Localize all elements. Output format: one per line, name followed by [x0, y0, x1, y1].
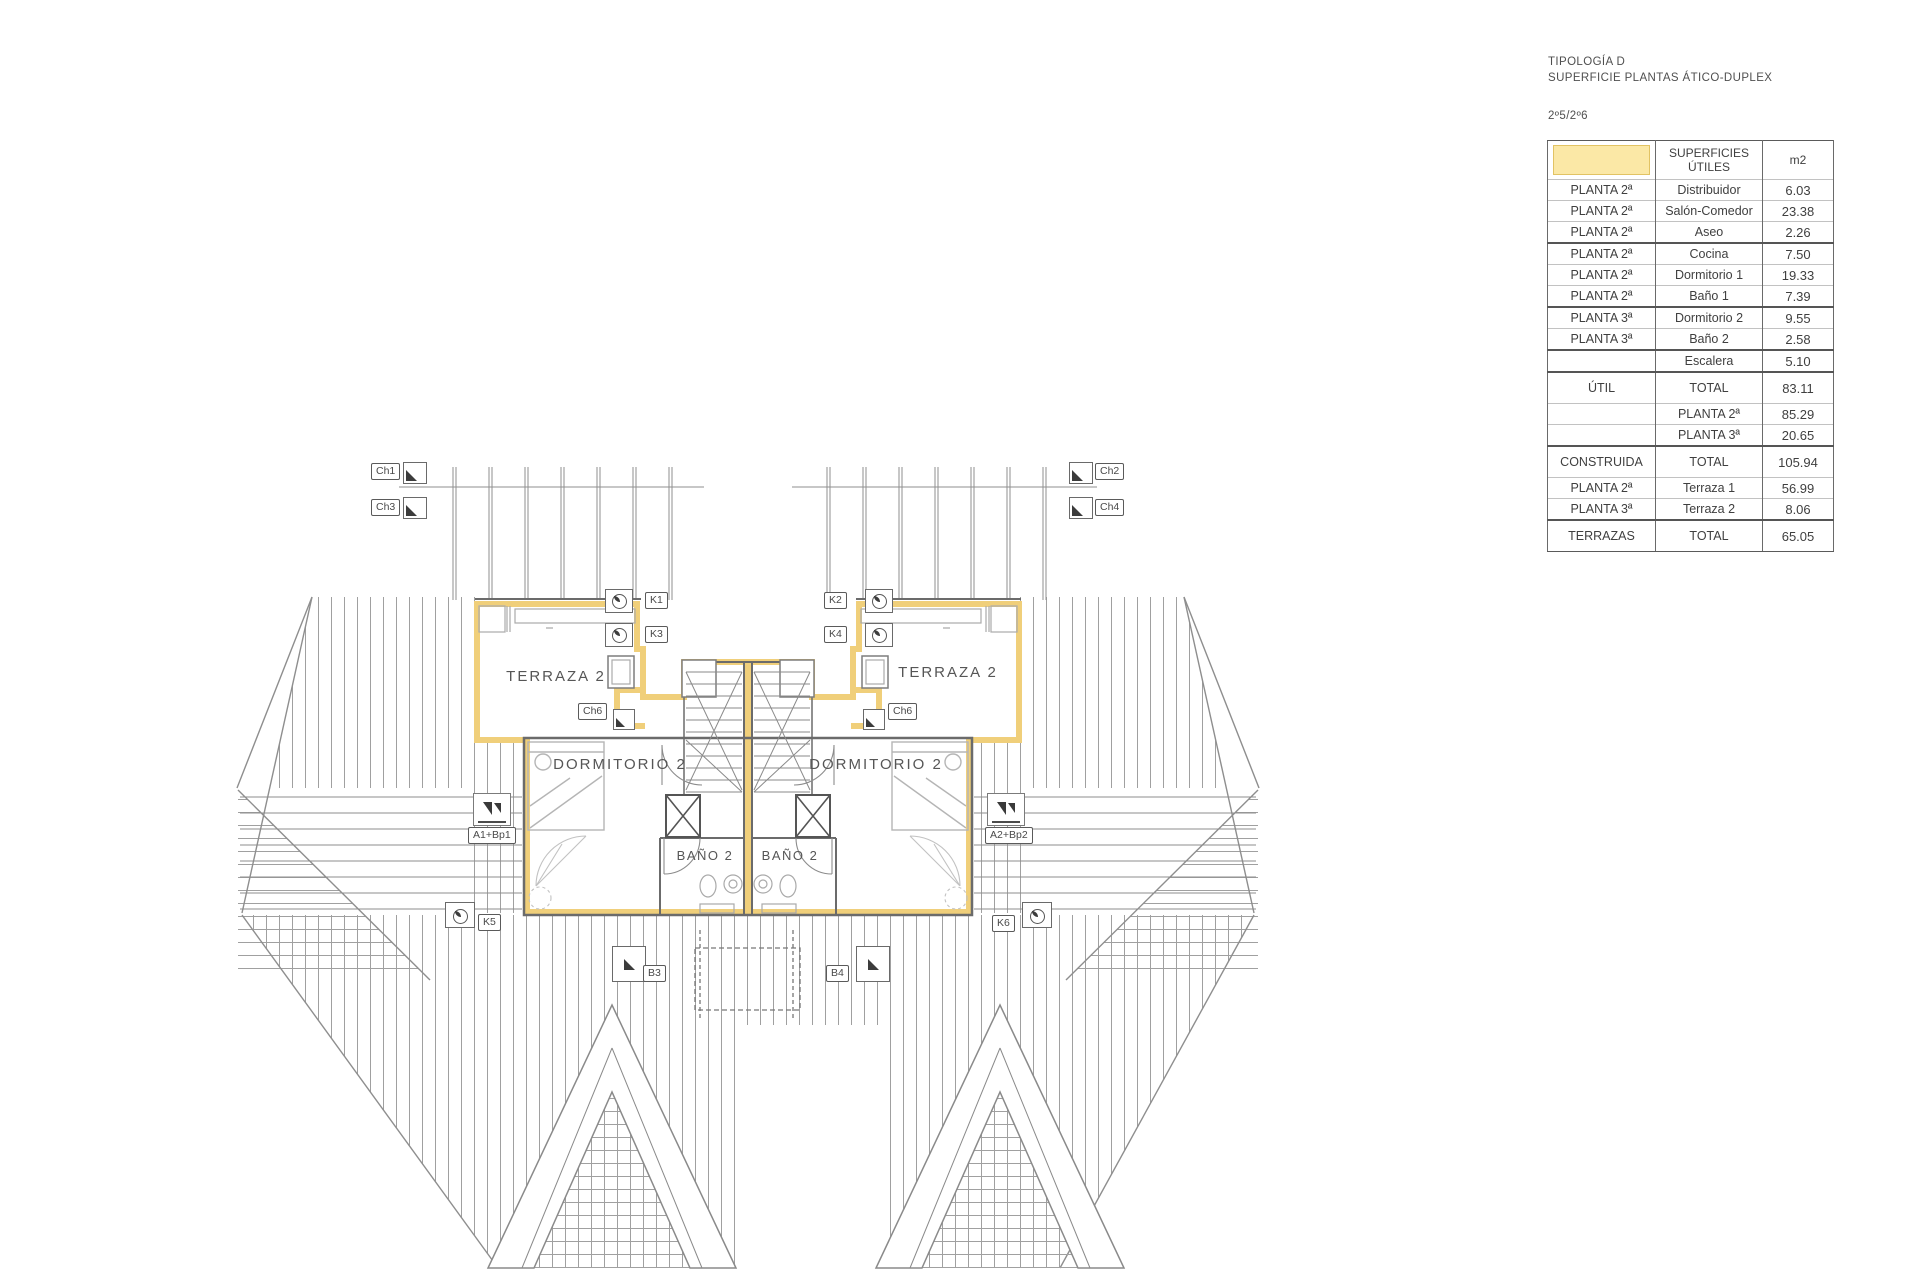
slope-arrows-icon	[987, 793, 1025, 826]
tag-ch6-left: Ch6	[578, 703, 607, 720]
table-row: PLANTA 3ª Dormitorio 2 9.55	[1548, 307, 1834, 329]
slope-arrows-icon	[473, 793, 511, 826]
vent-icon	[605, 623, 633, 647]
tag-a1-bp1: A1+Bp1	[468, 827, 516, 844]
col-header-unit: m2	[1763, 141, 1834, 180]
table-row: PLANTA 3ª 20.65	[1548, 425, 1834, 447]
skylight-icon	[612, 946, 646, 982]
room-label-bano-left: BAÑO 2	[676, 848, 734, 863]
table-row: PLANTA 2ª Dormitorio 1 19.33	[1548, 265, 1834, 286]
col-header-superficies: SUPERFICIES ÚTILES	[1656, 141, 1763, 180]
tag-ch6-right: Ch6	[888, 703, 917, 720]
vent-icon	[1022, 902, 1052, 928]
tag-k2: K2	[824, 592, 847, 609]
table-row-total-util: ÚTIL TOTAL 83.11	[1548, 372, 1834, 404]
tag-ch2: Ch2	[1095, 463, 1124, 480]
skylight-icon	[1069, 497, 1093, 519]
skylight-icon	[403, 497, 427, 519]
skylight-icon	[856, 946, 890, 982]
room-label-terraza-left: TERRAZA 2	[506, 668, 606, 685]
tag-k6: K6	[992, 915, 1015, 932]
title-block	[1548, 54, 1772, 86]
highlight-swatch	[1553, 145, 1650, 175]
vent-icon	[605, 589, 633, 613]
areas-table	[1547, 140, 1834, 552]
tag-ch1: Ch1	[371, 463, 400, 480]
vent-icon	[865, 589, 893, 613]
table-row: PLANTA 2ª Aseo 2.26	[1548, 222, 1834, 244]
tag-k1: K1	[645, 592, 668, 609]
room-label-dormitorio-right: DORMITORIO 2	[809, 756, 943, 773]
tag-k3: K3	[645, 626, 668, 643]
table-row: PLANTA 2ª Cocina 7.50	[1548, 243, 1834, 265]
skylight-icon	[403, 462, 427, 484]
tag-b4: B4	[826, 965, 849, 982]
table-row: PLANTA 2ª Distribuidor 6.03	[1548, 180, 1834, 201]
vent-icon	[865, 623, 893, 647]
table-row: PLANTA 3ª Baño 2 2.58	[1548, 329, 1834, 351]
table-row-total-terrazas: TERRAZAS TOTAL 65.05	[1548, 520, 1834, 552]
table-row: PLANTA 3ª Terraza 2 8.06	[1548, 499, 1834, 521]
tag-ch4: Ch4	[1095, 499, 1124, 516]
vent-icon	[445, 902, 475, 928]
typology-title: TIPOLOGÍA D	[1548, 56, 1626, 68]
table-row-total-construida: CONSTRUIDA TOTAL 105.94	[1548, 446, 1834, 478]
table-row: PLANTA 2ª Terraza 1 56.99	[1548, 478, 1834, 499]
table-row: PLANTA 2ª Baño 1 7.39	[1548, 286, 1834, 308]
tag-k4: K4	[824, 626, 847, 643]
skylight-icon	[613, 709, 635, 730]
room-label-bano-right: BAÑO 2	[761, 848, 819, 863]
skylight-icon	[1069, 462, 1093, 484]
sheet-subtitle: SUPERFICIE PLANTAS ÁTICO-DUPLEX	[1548, 72, 1773, 84]
table-row: Escalera 5.10	[1548, 350, 1834, 372]
tag-a2-bp2: A2+Bp2	[985, 827, 1033, 844]
skylight-icon	[863, 709, 885, 730]
highlight-legend-cell	[1548, 141, 1656, 180]
tag-k5: K5	[478, 914, 501, 931]
tag-ch3: Ch3	[371, 499, 400, 516]
table-row: PLANTA 2ª Salón-Comedor 23.38	[1548, 201, 1834, 222]
table-row: PLANTA 2ª 85.29	[1548, 404, 1834, 425]
unit-numbers: 2º5/2º6	[1548, 110, 1588, 122]
areas-table-header	[1548, 141, 1834, 180]
room-label-dormitorio-left: DORMITORIO 2	[553, 756, 687, 773]
tag-b3: B3	[643, 965, 666, 982]
room-label-terraza-right: TERRAZA 2	[898, 664, 998, 681]
